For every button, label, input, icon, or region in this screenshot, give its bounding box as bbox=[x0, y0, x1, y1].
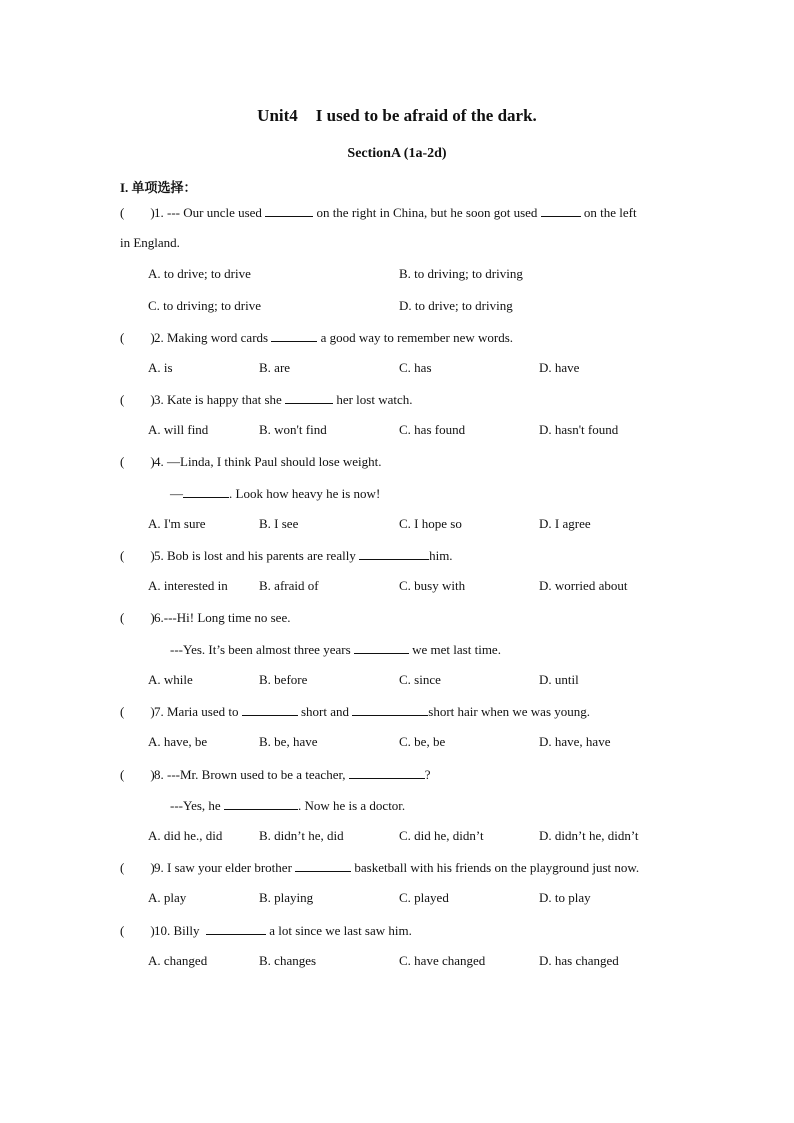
question-5: ( )5. Bob is lost and his parents are really him. bbox=[120, 548, 453, 563]
section-subtitle: SectionA (1a-2d) bbox=[347, 146, 447, 161]
option[interactable]: A. changed bbox=[148, 953, 208, 968]
answer-paren[interactable]: ( ) bbox=[120, 610, 155, 625]
option[interactable]: B. are bbox=[259, 360, 291, 375]
answer-paren[interactable]: ( ) bbox=[120, 704, 155, 719]
answer-blank[interactable] bbox=[349, 766, 425, 779]
option[interactable]: C. busy with bbox=[399, 578, 466, 593]
unit-title bbox=[0, 106, 794, 126]
option[interactable]: A. is bbox=[148, 360, 173, 375]
section-heading: I. 单项选择： bbox=[120, 180, 197, 195]
answer-blank[interactable] bbox=[224, 797, 298, 810]
option[interactable]: A. to drive; to drive bbox=[148, 266, 251, 281]
option[interactable]: A. while bbox=[148, 672, 193, 687]
question-8-reply: ---Yes, he . Now he is a doctor. bbox=[170, 798, 406, 813]
answer-blank[interactable] bbox=[271, 329, 317, 342]
answer-blank[interactable] bbox=[359, 547, 429, 560]
option[interactable]: D. have bbox=[539, 360, 580, 375]
option[interactable]: C. has found bbox=[399, 422, 466, 437]
answer-blank[interactable] bbox=[354, 641, 409, 654]
answer-paren[interactable]: ( ) bbox=[120, 548, 155, 563]
answer-paren[interactable]: ( ) bbox=[120, 205, 155, 220]
option[interactable]: A. have, be bbox=[148, 734, 208, 749]
option[interactable]: A. interested in bbox=[148, 578, 228, 593]
question-4-reply: — . Look how heavy he is now! bbox=[170, 486, 381, 501]
option[interactable]: C. be, be bbox=[399, 734, 446, 749]
question-7: ( )7. Maria used to short and short hair when we was young. bbox=[120, 704, 591, 719]
option[interactable]: B. playing bbox=[259, 890, 314, 905]
unit-label: Unit4 bbox=[257, 106, 298, 125]
question-9: ( )9. I saw your elder brother basketball with his friends on the playground just now. bbox=[120, 860, 640, 875]
option[interactable]: D. have, have bbox=[539, 734, 611, 749]
option[interactable]: B. before bbox=[259, 672, 308, 687]
option[interactable]: C. has bbox=[399, 360, 432, 375]
answer-paren[interactable]: ( ) bbox=[120, 860, 155, 875]
option[interactable]: C. played bbox=[399, 890, 449, 905]
option[interactable]: D. to play bbox=[539, 890, 591, 905]
question-6: ( )6.---Hi! Long time no see. bbox=[120, 610, 291, 625]
question-3: ( )3. Kate is happy that she her lost watch. bbox=[120, 392, 413, 407]
unit-title-text: I used to be afraid of the dark. bbox=[315, 106, 537, 125]
option[interactable]: D. has changed bbox=[539, 953, 619, 968]
answer-blank[interactable] bbox=[285, 391, 333, 404]
option[interactable]: B. won't find bbox=[259, 422, 327, 437]
question-4: ( )4. —Linda, I think Paul should lose weight. bbox=[120, 454, 382, 469]
answer-blank[interactable] bbox=[541, 204, 581, 217]
option[interactable]: B. changes bbox=[259, 953, 317, 968]
option[interactable]: D. to drive; to driving bbox=[399, 298, 513, 313]
answer-blank[interactable] bbox=[206, 922, 266, 935]
question-10: ( )10. Billy a lot since we last saw him. bbox=[120, 923, 412, 938]
option[interactable]: B. I see bbox=[259, 516, 299, 531]
option[interactable]: A. will find bbox=[148, 422, 209, 437]
answer-blank[interactable] bbox=[183, 485, 229, 498]
answer-paren[interactable]: ( ) bbox=[120, 454, 155, 469]
question-1-wrap: in England. bbox=[120, 235, 180, 250]
answer-paren[interactable]: ( ) bbox=[120, 330, 155, 345]
option[interactable]: C. I hope so bbox=[399, 516, 462, 531]
question-8: ( )8. ---Mr. Brown used to be a teacher, ? bbox=[120, 767, 431, 782]
answer-paren[interactable]: ( ) bbox=[120, 923, 155, 938]
question-6-reply: ---Yes. It’s been almost three years we met last time. bbox=[170, 642, 501, 657]
option[interactable]: D. didn’t he, didn’t bbox=[539, 828, 639, 843]
option[interactable]: A. I'm sure bbox=[148, 516, 206, 531]
answer-paren[interactable]: ( ) bbox=[120, 392, 155, 407]
option[interactable]: C. since bbox=[399, 672, 441, 687]
answer-blank[interactable] bbox=[265, 204, 313, 217]
option[interactable]: D. I agree bbox=[539, 516, 591, 531]
option[interactable]: A. did he., did bbox=[148, 828, 223, 843]
option[interactable]: B. afraid of bbox=[259, 578, 319, 593]
option[interactable]: C. have changed bbox=[399, 953, 486, 968]
option[interactable]: C. to driving; to drive bbox=[148, 298, 262, 313]
answer-blank[interactable] bbox=[295, 859, 351, 872]
question-2: ( )2. Making word cards a good way to remember new words. bbox=[120, 330, 514, 345]
option[interactable]: B. didn’t he, did bbox=[259, 828, 344, 843]
option[interactable]: B. to driving; to driving bbox=[399, 266, 523, 281]
option[interactable]: D. worried about bbox=[539, 578, 628, 593]
option[interactable]: B. be, have bbox=[259, 734, 318, 749]
option[interactable]: D. hasn't found bbox=[539, 422, 619, 437]
answer-blank[interactable] bbox=[352, 703, 428, 716]
answer-paren[interactable]: ( ) bbox=[120, 767, 155, 782]
option[interactable]: C. did he, didn’t bbox=[399, 828, 484, 843]
option[interactable]: A. play bbox=[148, 890, 187, 905]
answer-blank[interactable] bbox=[242, 703, 298, 716]
option[interactable]: D. until bbox=[539, 672, 579, 687]
question-1: ( )1. --- Our uncle used on the right in China, but he soon got used on the left bbox=[120, 205, 637, 220]
